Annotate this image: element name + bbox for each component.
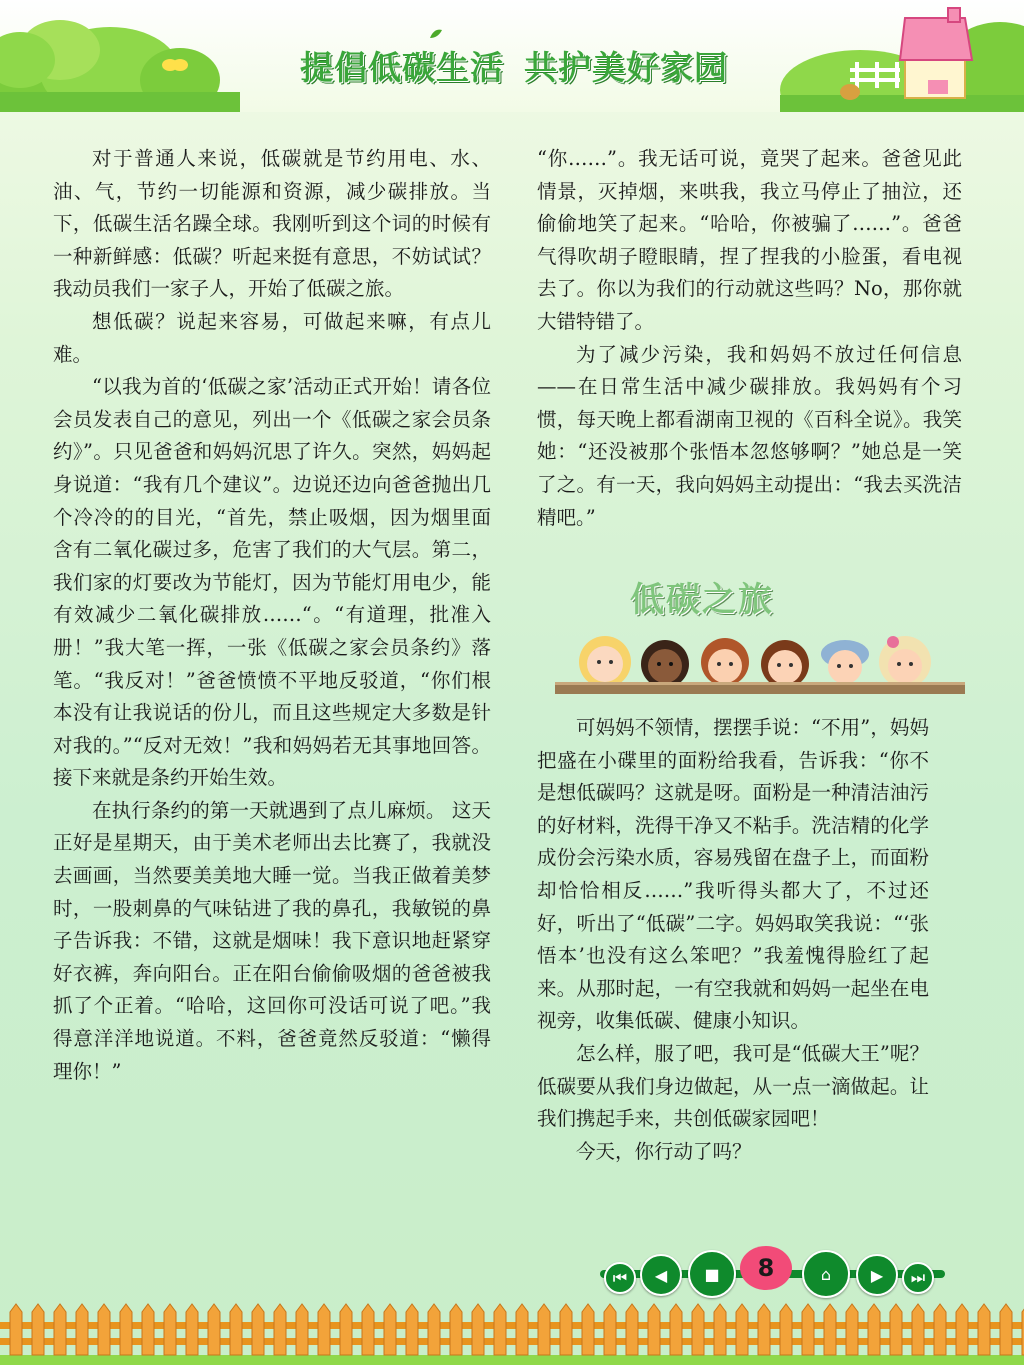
fence-picket <box>912 1304 924 1355</box>
page-header <box>0 0 1024 112</box>
page-number-badge: 8 <box>740 1246 792 1290</box>
fence-picket <box>406 1304 418 1355</box>
header-title-left: 提倡低碳生活 <box>300 48 504 87</box>
fence-picket <box>428 1304 440 1355</box>
fence-picket <box>450 1304 462 1355</box>
fence-picket <box>98 1304 110 1355</box>
fence-picket <box>714 1304 726 1355</box>
fence-picket <box>318 1304 330 1355</box>
fence-picket <box>120 1304 132 1355</box>
stop-icon: ■ <box>704 1264 720 1284</box>
article-paragraph: 今天，你行动了吗？ <box>576 1139 752 1163</box>
fence-picket <box>648 1304 660 1355</box>
article-paragraph-continuation: “你……”。我无话可说，竟哭了起来。爸爸见此情景，灭掉烟，来哄我，我立马停止了抽泣，还偷偷地笑了起来。“哈哈，你被骗了……”。爸爸气得吹胡子瞪眼睛，捏了捏我的小脸蛋，看电视去了。你以为我们的行动就这些吗？No，那你就大错特错了。 <box>537 147 962 333</box>
fence-picket <box>296 1304 308 1355</box>
article-paragraph: 想低碳？说起来容易，可做起来嘛，有点儿难。 <box>53 309 491 366</box>
fence-picket <box>32 1304 44 1355</box>
fence-picket <box>472 1304 484 1355</box>
article-right-column-bottom <box>537 712 929 1168</box>
fence-picket <box>494 1304 506 1355</box>
fence-picket <box>142 1304 154 1355</box>
bottom-fence-decoration <box>0 1300 1024 1365</box>
fence-picket <box>538 1304 550 1355</box>
fence-picket <box>560 1304 572 1355</box>
skip-forward-icon: ⏭ <box>910 1268 926 1287</box>
fence-picket <box>758 1304 770 1355</box>
children-illustration <box>555 622 965 694</box>
fence-picket <box>208 1304 220 1355</box>
fence-picket <box>934 1304 946 1355</box>
fence-picket <box>824 1304 836 1355</box>
fence-picket <box>670 1304 682 1355</box>
fence-picket <box>736 1304 748 1355</box>
fence-picket <box>626 1304 638 1355</box>
fence-picket <box>846 1304 858 1355</box>
article-paragraph: “以我为首的‘低碳之家’活动正式开始！请各位会员发表自己的意见，列出一个《低碳之家会员条约》”。只见爸爸和妈妈沉思了许久。突然，妈妈起身说道：“我有几个建议”。边说还边向爸爸抛出几个冷冷的的目光，“首先，禁止吸烟，因为烟里面含有二氧化碳过多，危害了我们的大气层。第二，我们家的灯要改为节能灯，因为节能灯用电少，能有效减少二氧化碳排放……“。“有道理，批准入册！”我大笔一挥，一张《低碳之家会员条约》落笔。“我反对！”爸爸愤愤不平地反驳道，“你们根本没有让我说话的份儿，而且这些规定大多数是针对我的。”“反对无效！”我和妈妈若无其事地回答。接下来就是条约开始生效。 <box>53 375 491 790</box>
triangle-left-icon: ◀ <box>654 1265 668 1285</box>
fence-picket <box>802 1304 814 1355</box>
article-paragraph: 对于普通人来说，低碳就是节约用电、水、油、气，节约一切能源和资源，减少碳排放。当下，低碳生活名躁全球。我刚听到这个词的时候有一种新鲜感：低碳？听起来挺有意思，不妨试试？我动员我们一家子人，开始了低碳之旅。 <box>53 147 491 301</box>
skip-back-icon: ⏮ <box>612 1268 628 1287</box>
fence-picket <box>1000 1304 1012 1355</box>
header-title <box>300 42 728 89</box>
fence-picket <box>340 1304 352 1355</box>
stop-button[interactable] <box>688 1250 736 1298</box>
triangle-right-icon: ▶ <box>870 1265 884 1285</box>
fence-picket <box>890 1304 902 1355</box>
fence-picket <box>868 1304 880 1355</box>
fence-picket <box>956 1304 968 1355</box>
fence-picket <box>186 1304 198 1355</box>
article-paragraph: 为了减少污染，我和妈妈不放过任何信息——在日常生活中减少碳排放。我妈妈有个习惯，每天晚上都看湖南卫视的《百科全说》。我笑她：“还没被那个张悟本忽悠够啊？”她总是一笑了之。有一天，我向妈妈主动提出：“我去买洗洁精吧。” <box>537 342 962 529</box>
article-right-column-top <box>537 143 962 534</box>
article-paragraph: 在执行条约的第一天就遇到了点儿麻烦。 这天正好是星期天，由于美术老师出去比赛了，我就没去画画，当然要美美地大睡一觉。当我正做着美梦时，一股刺鼻的气味钻进了我的鼻孔，我敏锐的鼻子告诉我：不错，这就是烟味！我下意识地赶紧穿好衣裤，奔向阳台。正在阳台偷偷吸烟的爸爸被我抓了个正着。“哈哈，这回你可没话可说了吧。”我得意洋洋地说道。不料，爸爸竟然反驳道：“懒得理你！” <box>53 798 491 1083</box>
article-paragraph: 怎么样，服了吧，我可是“低碳大王”呢？低碳要从我们身边做起，从一点一滴做起。让我们携起手来，共创低碳家园吧！ <box>537 1041 929 1131</box>
fence-picket <box>582 1304 594 1355</box>
home-button[interactable] <box>802 1250 850 1298</box>
fence-picket <box>10 1304 22 1355</box>
header-title-right: 共护美好家园 <box>524 48 728 87</box>
fence-picket <box>54 1304 66 1355</box>
fence-picket <box>274 1304 286 1355</box>
fence-picket <box>230 1304 242 1355</box>
fence-picket <box>604 1304 616 1355</box>
fence-picket <box>164 1304 176 1355</box>
last-page-button[interactable] <box>902 1262 934 1294</box>
article-paragraph: 可妈妈不领情，摆摆手说：“不用”，妈妈把盛在小碟里的面粉给我看，告诉我：“你不是想低碳吗？这就是呀。面粉是一种清洁油污的好材料，洗得干净又不粘手。洗洁精的化学成份会污染水质，容易残留在盘子上，而面粉却恰恰相反……”我听得头都大了，不过还好，听出了“低碳”二字。妈妈取笑我说：“‘张悟本’也没有这么笨吧？”我羞愧得脸红了起来。从那时起，一有空我就和妈妈一起坐在电视旁，收集低碳、健康小知识。 <box>537 716 929 1033</box>
next-page-button[interactable] <box>856 1254 898 1296</box>
fence-picket <box>252 1304 264 1355</box>
fence-picket <box>978 1304 990 1355</box>
fence-picket <box>384 1304 396 1355</box>
fence-picket <box>780 1304 792 1355</box>
first-page-button[interactable] <box>604 1262 636 1294</box>
article-left-column <box>53 143 491 1088</box>
previous-page-button[interactable] <box>640 1254 682 1296</box>
fence-picket <box>516 1304 528 1355</box>
home-icon: ⌂ <box>820 1264 832 1284</box>
fence-picket <box>692 1304 704 1355</box>
section-subtitle: 低碳之旅 <box>630 580 774 620</box>
fence-picket <box>76 1304 88 1355</box>
fence-picket <box>362 1304 374 1355</box>
